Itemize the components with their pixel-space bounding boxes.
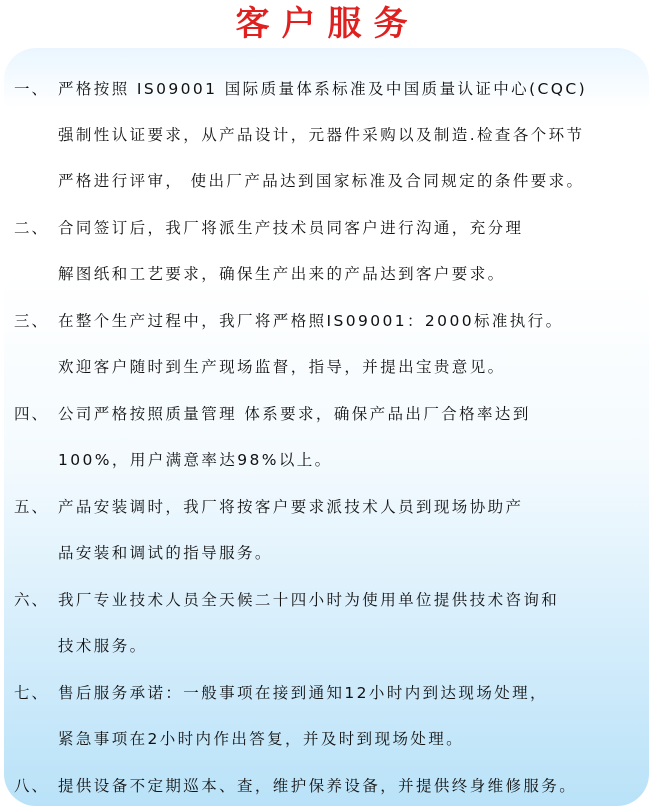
item-text-line: 严格按照 IS09001 国际质量体系标准及中国质量认证中心(CQC) — [58, 80, 588, 98]
item-number: 七、 — [14, 684, 50, 702]
service-item-8 — [14, 763, 644, 809]
service-item-3 — [14, 298, 644, 391]
item-number: 八、 — [14, 777, 50, 795]
item-number: 三、 — [14, 312, 50, 330]
item-text-line: 售后服务承诺：一般事项在接到通知12小时内到达现场处理， — [58, 684, 548, 702]
service-item-6 — [14, 577, 644, 670]
item-text-line: 产品安装调时，我厂将按客户要求派技术人员到现场协助产 — [58, 498, 524, 516]
service-item-5 — [14, 484, 644, 577]
item-text-line: 品安装和调试的指导服务。 — [58, 544, 273, 562]
service-item-1 — [14, 66, 644, 205]
item-text-line: 在整个生产过程中，我厂将严格照IS09001：2000标准执行。 — [58, 312, 564, 330]
item-text-line: 公司严格按照质量管理 体系要求，确保产品出厂合格率达到 — [58, 405, 531, 423]
service-item-4 — [14, 391, 644, 484]
item-text-line: 欢迎客户随时到生产现场监督，指导，并提出宝贵意见。 — [58, 358, 506, 376]
page-title: 客户服务 — [235, 4, 420, 44]
service-list — [14, 66, 644, 809]
item-number: 二、 — [14, 219, 50, 237]
item-text-line: 解图纸和工艺要求，确保生产出来的产品达到客户要求。 — [58, 265, 506, 283]
service-item-7 — [14, 670, 644, 763]
item-text-line: 技术服务。 — [58, 637, 148, 655]
item-number: 六、 — [14, 591, 50, 609]
item-text-line: 100%，用户满意率达98%以上。 — [58, 451, 333, 469]
item-text-line: 我厂专业技术人员全天候二十四小时为使用单位提供技术咨询和 — [58, 591, 560, 609]
service-item-2 — [14, 205, 644, 298]
item-number: 一、 — [14, 80, 50, 98]
item-number: 四、 — [14, 405, 50, 423]
item-text-line: 强制性认证要求，从产品设计，元器件采购以及制造.检查各个环节 — [58, 126, 585, 144]
item-number: 五、 — [14, 498, 50, 516]
item-text-line: 提供设备不定期巡本、查，维护保养设备，并提供终身维修服务。 — [58, 777, 578, 795]
item-text-line: 合同签订后，我厂将派生产技术员同客户进行沟通，充分理 — [58, 219, 524, 237]
item-text-line: 严格进行评审， 使出厂产品达到国家标准及合同规定的条件要求。 — [58, 172, 585, 190]
item-text-line: 紧急事项在2小时内作出答复，并及时到现场处理。 — [58, 730, 465, 748]
